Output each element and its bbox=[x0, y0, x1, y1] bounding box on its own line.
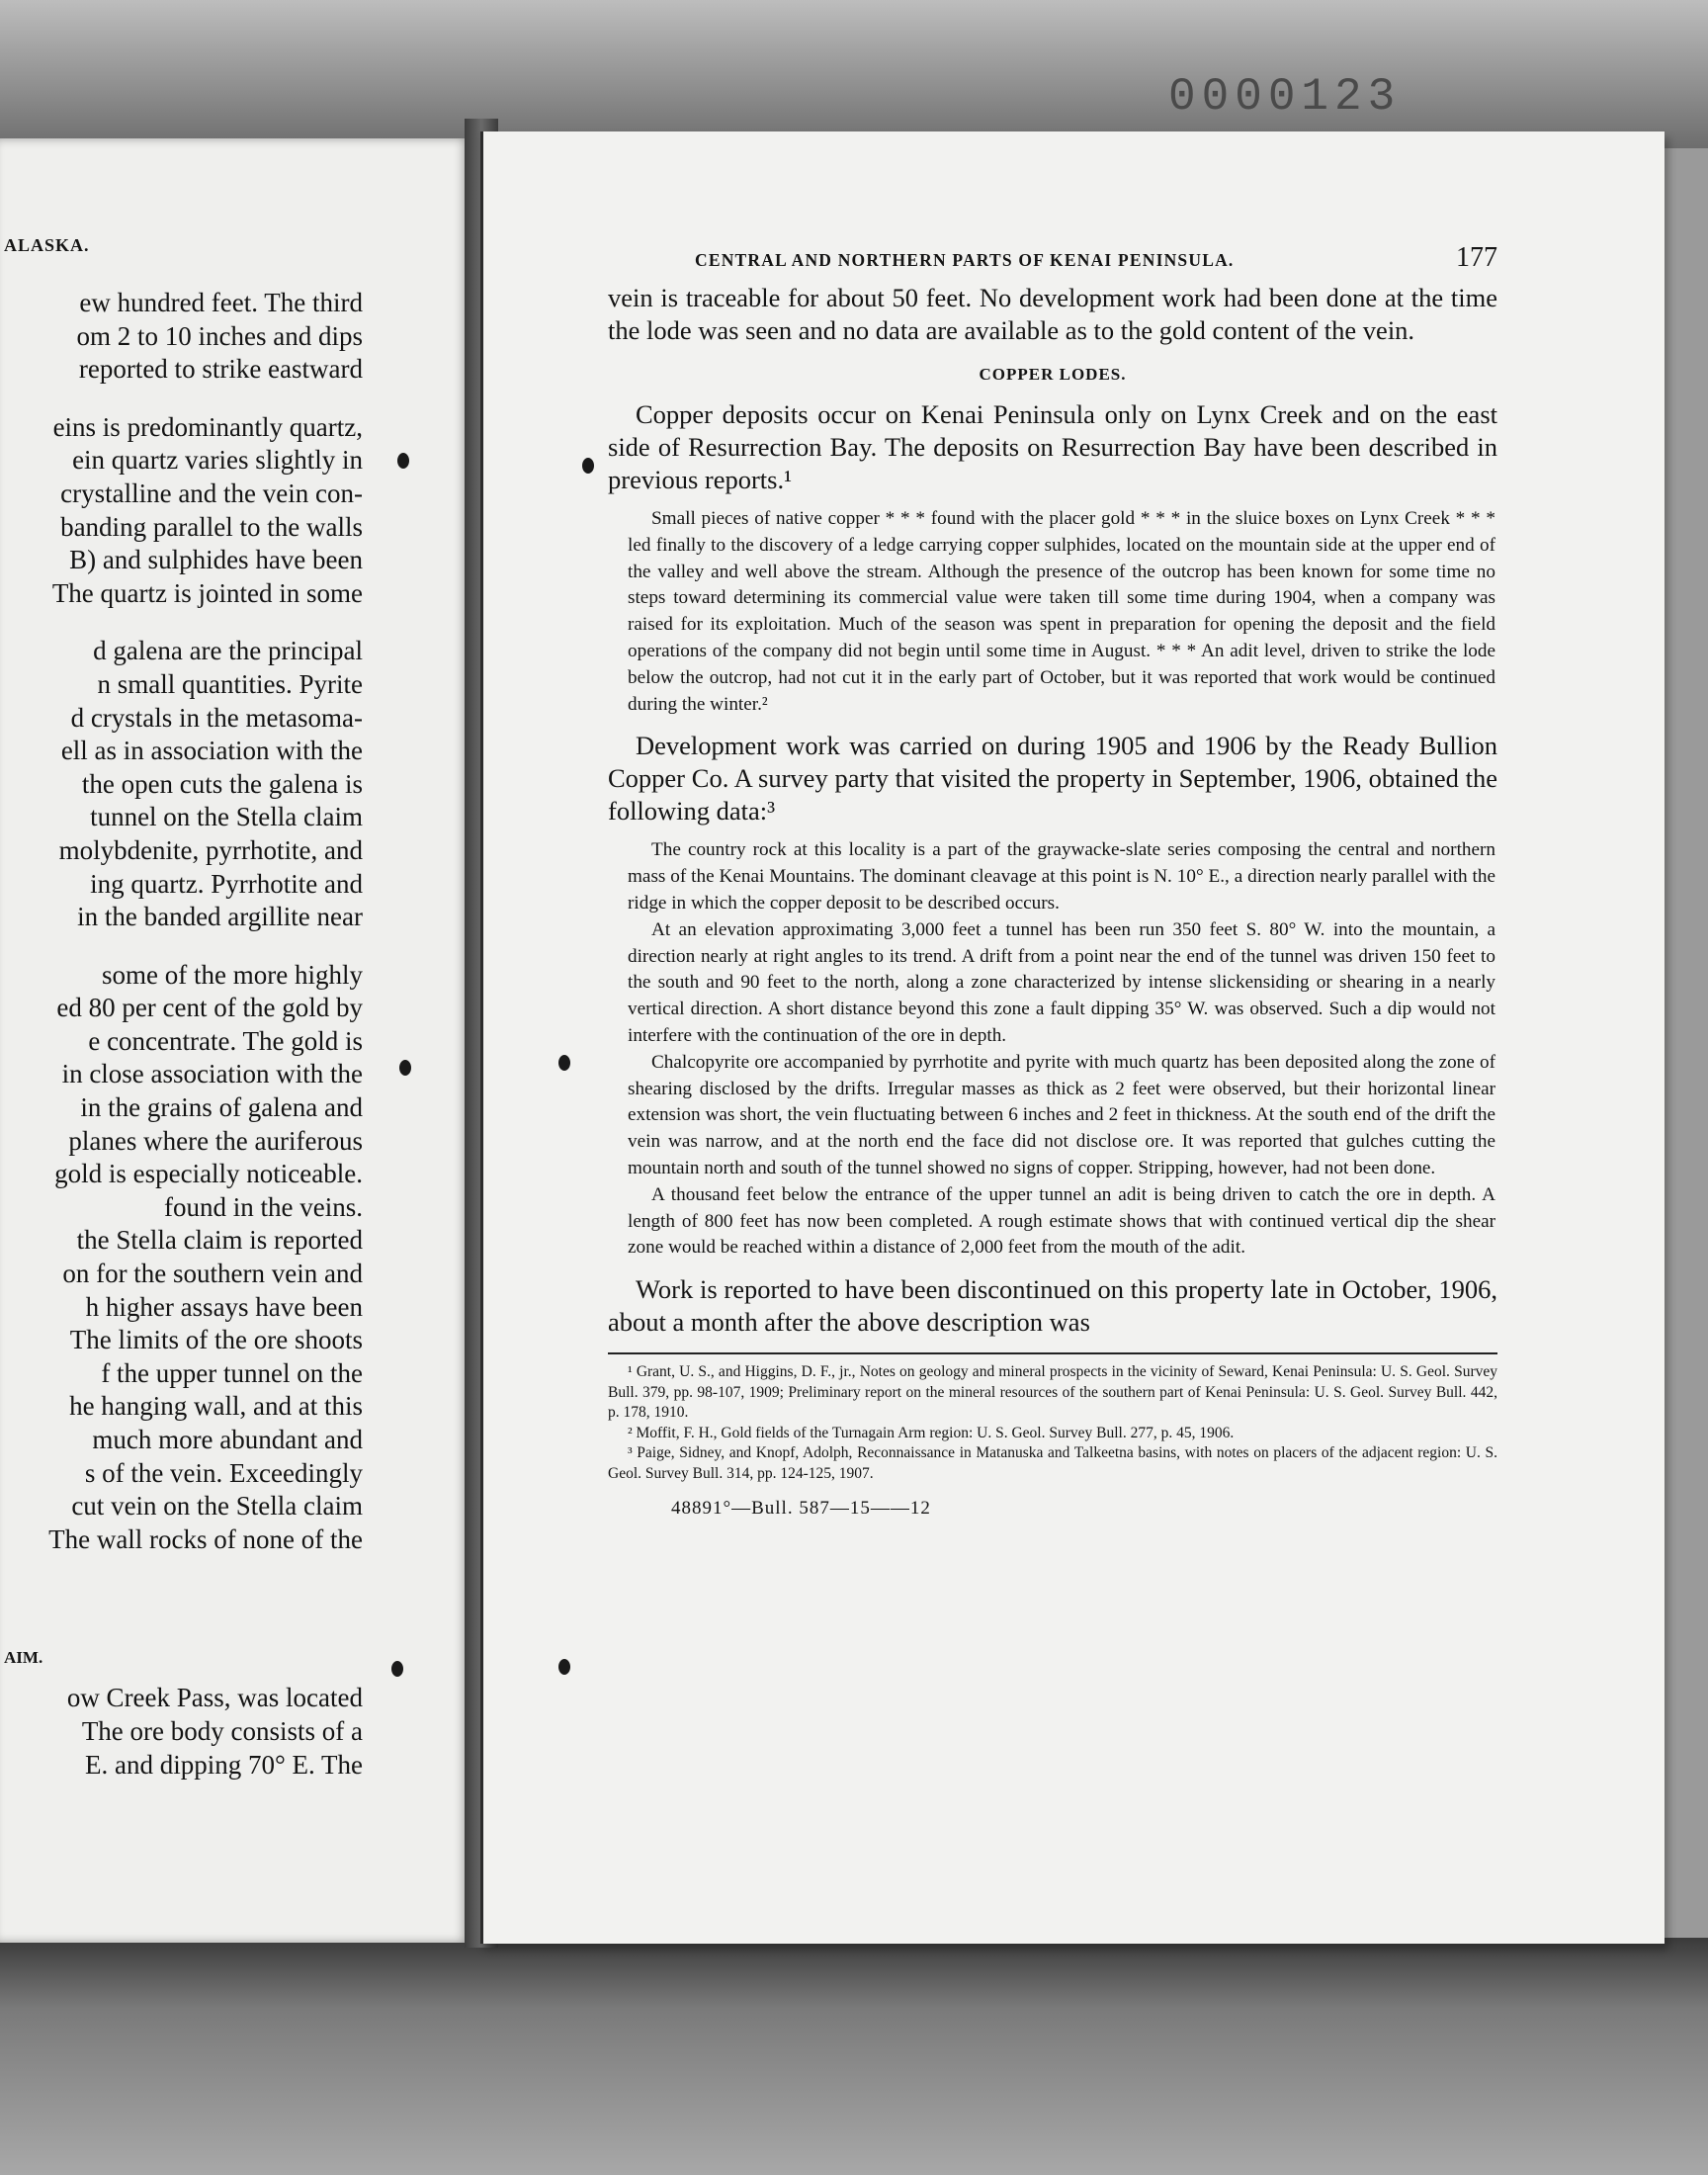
text-line: ell as in association with the bbox=[60, 736, 363, 766]
footnote-2: ² Moffit, F. H., Gold fields of the Turnagain Arm region: U. S. Geol. Survey Bull. 277, p. 45, 1906. bbox=[628, 1424, 1235, 1441]
text-line: gold is especially noticeable. bbox=[54, 1159, 363, 1189]
left-page bbox=[0, 138, 470, 1943]
text-line: om 2 to 10 inches and dips bbox=[76, 320, 363, 351]
text-line: on for the southern vein and bbox=[62, 1259, 363, 1289]
page-number: 177 bbox=[1456, 242, 1497, 273]
text-line: some of the more highly bbox=[102, 959, 363, 990]
punch-hole-mark bbox=[582, 458, 594, 474]
paragraph-copper-deposits: Copper deposits occur on Kenai Peninsula only on Lynx Creek and on the east side of Resurrection Bay. The deposits on Resurrection Bay have been described in previous reports.¹ bbox=[608, 399, 1497, 494]
quote-paragraph: The country rock at this locality is a part of the graywacke-slate series composing the central and northern mass of the Kenai Mountains. The dominant cleavage at this point is N. 10° E., a direction nearly parallel with the ridge in which the copper deposit to be described occurs. bbox=[628, 839, 1495, 914]
text-line: banding parallel to the walls bbox=[60, 511, 363, 542]
footnotes bbox=[608, 1352, 1497, 1484]
left-text-column bbox=[48, 287, 363, 1556]
text-line: found in the veins. bbox=[164, 1191, 363, 1222]
text-line bbox=[48, 387, 363, 411]
punch-hole-mark bbox=[399, 1060, 411, 1076]
text-line: The limits of the ore shoots bbox=[69, 1325, 363, 1355]
scan-bottom-shadow bbox=[0, 1938, 1708, 2175]
left-text-column-lower bbox=[67, 1681, 363, 1782]
text-line: h higher assays have been bbox=[85, 1291, 363, 1322]
text-line: s of the vein. Exceedingly bbox=[84, 1457, 363, 1488]
text-line: the open cuts the galena is bbox=[81, 768, 363, 799]
text-line: d crystals in the metasoma- bbox=[70, 702, 363, 733]
text-line: The quartz is jointed in some bbox=[51, 577, 363, 608]
quote-paragraph: Small pieces of native copper * * * found with the placer gold * * * in the sluice boxes on Lynx Creek * * * led finally to the discovery of a ledge carrying copper sulphides, located on the mountain side at the upper end of the valley and well above the stream. Although the presence of the outcrop has been known for some time no steps toward determining its commercial value were taken till some time during 1904, when a company was raised for its exploitation. Much of the season was spent in preparation for opening the deposit and the field operations of the company did not begin until some time in August. * * * An adit level, driven to strike the lode below the outcrop, had not cut it in the early part of October, but it was reported that work would be continued during the winter.² bbox=[628, 508, 1495, 715]
text-line bbox=[48, 934, 363, 959]
text-line: cut vein on the Stella claim bbox=[71, 1491, 363, 1522]
page-content bbox=[608, 242, 1497, 1520]
block-quote-survey-data bbox=[608, 837, 1497, 1262]
text-line: crystalline and the vein con- bbox=[60, 478, 363, 508]
text-line: The wall rocks of none of the bbox=[48, 1523, 363, 1554]
text-line: ed 80 per cent of the gold by bbox=[56, 993, 363, 1023]
quote-paragraph: A thousand feet below the entrance of the upper tunnel an adit is being driven to catch the ore in depth. A length of 800 feet has now been completed. A rough estimate shows that with continued vertical dip the shear zone would be reached within a distance of 2,000 feet from the mouth of the adit. bbox=[628, 1183, 1495, 1259]
footnote-1: ¹ Grant, U. S., and Higgins, D. F., jr., Notes on geology and mineral prospects in the vicinity of Seward, Kenai Peninsula: U. S. Geol. Survey Bull. 379, pp. 98-107, 1909; Preliminary report on the mineral resources of the southern part of Kenai Peninsula: U. S. Geol. Survey Bull. 442, p. 178, 1910. bbox=[608, 1363, 1497, 1422]
quote-paragraph: At an elevation approximating 3,000 feet a tunnel has been run 350 feet S. 80° W. into the mountain, a direction nearly at right angles to its trend. A drift from a point near the end of the tunnel was driven 150 feet to the south and 90 feet to the north, along a zone characterized by intense slickensiding or shearing in a nearly vertical direction. A short distance beyond this zone a fault dipping 35° W. was observed. Such a dip would not interfere with the continuation of the ore in depth. bbox=[628, 918, 1495, 1046]
punch-hole-mark bbox=[391, 1661, 403, 1677]
paragraph-vein: vein is traceable for about 50 feet. No development work had been done at the time the lode was seen and no data are available as to the gold content of the vein. bbox=[608, 283, 1497, 345]
text-line: d galena are the principal bbox=[93, 636, 363, 666]
text-line: ing quartz. Pyrrhotite and bbox=[90, 868, 363, 899]
text-line: E. and dipping 70° E. The bbox=[84, 1750, 363, 1780]
running-head-title: CENTRAL AND NORTHERN PARTS OF KENAI PENINSULA. bbox=[695, 250, 1235, 270]
text-line bbox=[48, 610, 363, 635]
text-line: tunnel on the Stella claim bbox=[90, 802, 363, 832]
left-subhead: AIM. bbox=[4, 1648, 43, 1667]
text-line: in close association with the bbox=[61, 1059, 363, 1089]
section-heading: COPPER LODES. bbox=[979, 365, 1127, 384]
text-line: n small quantities. Pyrite bbox=[97, 668, 363, 699]
scan-top-shadow bbox=[0, 0, 1708, 148]
footnote-3: ³ Paige, Sidney, and Knopf, Adolph, Reconnaissance in Matanuska and Talkeetna basins, with notes on placers of the adjacent region: U. S. Geol. Survey Bull. 314, pp. 124-125, 1907. bbox=[608, 1444, 1497, 1482]
text-line: he hanging wall, and at this bbox=[69, 1391, 363, 1422]
punch-hole-mark bbox=[558, 1659, 570, 1675]
punch-hole-mark bbox=[558, 1055, 570, 1071]
text-line: much more abundant and bbox=[92, 1425, 363, 1454]
punch-hole-mark bbox=[397, 453, 409, 469]
right-page bbox=[480, 131, 1665, 1944]
text-line: in the banded argillite near bbox=[77, 902, 363, 932]
text-line: ew hundred feet. The third bbox=[79, 288, 363, 317]
paragraph-development: Development work was carried on during 1905 and 1906 by the Ready Bullion Copper Co. A survey party that visited the property in September, 1906, obtained the following data:³ bbox=[608, 731, 1497, 826]
text-line: eins is predominantly quartz, bbox=[52, 411, 363, 442]
text-line: ow Creek Pass, was located bbox=[66, 1683, 363, 1712]
text-line: e concentrate. The gold is bbox=[88, 1025, 363, 1056]
text-line: reported to strike eastward bbox=[78, 354, 363, 385]
quote-paragraph: Chalcopyrite ore accompanied by pyrrhotite and pyrite with much quartz has been deposited along the zone of shearing disclosed by the drifts. Irregular masses as thick as 2 feet were observed, but their horizontal linear extension was short, the vein fluctuating between 6 inches and 2 feet in thickness. At the south end of the drift the vein was narrow, and at the north end the face did not disclose ore. It was reported that gulches cutting the mountain north and south of the tunnel showed no signs of copper. Stripping, however, had not been done. bbox=[628, 1051, 1495, 1178]
text-line: ein quartz varies slightly in bbox=[72, 445, 363, 476]
running-head bbox=[608, 242, 1497, 282]
text-line: molybdenite, pyrrhotite, and bbox=[58, 834, 363, 865]
text-line: the Stella claim is reported bbox=[76, 1225, 363, 1256]
text-line: B) and sulphides have been bbox=[69, 545, 363, 575]
text-line: The ore body consists of a bbox=[81, 1716, 363, 1746]
bulletin-reference: 48891°—Bull. 587—15——12 bbox=[671, 1498, 931, 1520]
paragraph-discontinued: Work is reported to have been discontinued on this property late in October, 1906, about a month after the above description was bbox=[608, 1274, 1497, 1338]
text-line: planes where the auriferous bbox=[68, 1125, 363, 1156]
text-line: f the upper tunnel on the bbox=[101, 1357, 363, 1388]
page-stamp: 0000123 bbox=[1168, 71, 1402, 123]
block-quote-lynx-creek bbox=[608, 506, 1497, 718]
text-line: in the grains of galena and bbox=[80, 1092, 363, 1123]
left-running-head: ALASKA. bbox=[4, 235, 90, 255]
